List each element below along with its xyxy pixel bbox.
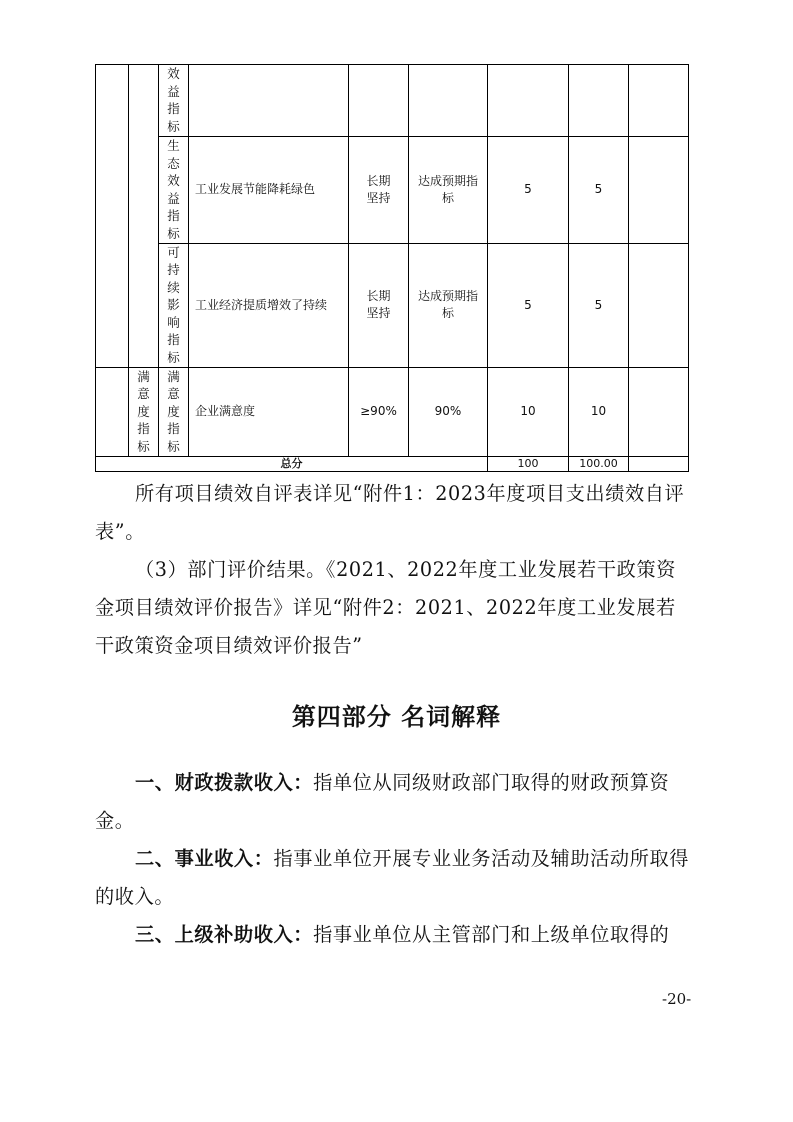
table-cell: 5: [569, 243, 629, 367]
term-item: [95, 840, 695, 916]
table-cell: 工业经济提质增效了持续: [189, 243, 349, 367]
indicator-label: 生态效益指标: [167, 138, 180, 241]
cell-text: 达成预期指标: [417, 289, 478, 320]
table-cell: [349, 137, 409, 244]
term-heading: 二、事业收入：: [135, 847, 274, 870]
table-cell: 5: [488, 137, 569, 244]
table-total-row: [96, 456, 689, 471]
table-cell: 工业发展节能降耗绿色: [189, 137, 349, 244]
table-cell: 5: [488, 243, 569, 367]
performance-table: [95, 64, 689, 472]
term-heading: 一、财政拨款收入：: [135, 771, 314, 794]
table-cell: 10: [569, 367, 629, 456]
term-item: [95, 764, 695, 840]
paragraph-appendix-1: 所有项目绩效自评表详见“附件1：2023年度项目支出绩效自评表”。: [95, 482, 685, 543]
cell-text: 达成预期指标: [417, 173, 478, 205]
term-heading: 三、上级补助收入：: [135, 923, 314, 946]
table-cell: [159, 65, 189, 137]
table-cell: 90%: [409, 367, 488, 456]
term-text: 指事业单位开展专业业务活动及辅助活动所取得的收入。: [95, 847, 690, 908]
total-actual: 100.00: [569, 456, 629, 471]
table-cell: [409, 243, 488, 367]
table-cell: [409, 65, 488, 137]
table-cell: [129, 65, 159, 368]
table-cell: [189, 65, 349, 137]
table-cell: [349, 243, 409, 367]
table-cell: [629, 65, 689, 137]
indicator-label: 效益指标: [167, 66, 180, 134]
section-title: 第四部分 名词解释: [291, 702, 502, 731]
paragraph-department-evaluation: （3）部门评价结果。《2021、2022年度工业发展若干政策资金项目绩效评价报告》详见“附件2：2021、2022年度工业发展若干政策资金项目绩效评价报告”: [95, 558, 676, 657]
indicator-label: 可持续影响指标: [167, 244, 180, 365]
table-cell: [96, 65, 129, 368]
term-text: 指事业单位从主管部门和上级单位取得的: [313, 923, 670, 946]
term-text: 指单位从同级财政部门取得的财政预算资金。: [95, 771, 670, 832]
table-cell: [629, 243, 689, 367]
term-item: [95, 916, 695, 954]
table-row: [96, 65, 689, 137]
table-cell: [159, 137, 189, 244]
table-cell: [569, 65, 629, 137]
table-cell: 5: [569, 137, 629, 244]
table-cell: [159, 367, 189, 456]
table-cell: 10: [488, 367, 569, 456]
table-row: [96, 367, 689, 456]
table-cell: [409, 137, 488, 244]
table-cell: [629, 456, 689, 471]
table-cell: [159, 243, 189, 367]
table-cell: [349, 65, 409, 137]
total-label: 总分: [96, 456, 488, 471]
indicator-label: 满意度指标: [167, 368, 180, 454]
table-cell: [488, 65, 569, 137]
cell-text: 长期坚持: [366, 289, 391, 320]
table-row: [96, 243, 689, 367]
page-number: -20-: [662, 990, 692, 1008]
table-cell: [96, 367, 129, 456]
table-cell: ≥90%: [349, 367, 409, 456]
table-cell: [629, 137, 689, 244]
cell-text: 长期坚持: [366, 173, 391, 205]
table-cell: [629, 367, 689, 456]
indicator-label: 满意度指标: [137, 368, 150, 454]
total-score: 100: [488, 456, 569, 471]
table-row: [96, 137, 689, 244]
table-cell: [129, 367, 159, 456]
table-cell: 企业满意度: [189, 367, 349, 456]
